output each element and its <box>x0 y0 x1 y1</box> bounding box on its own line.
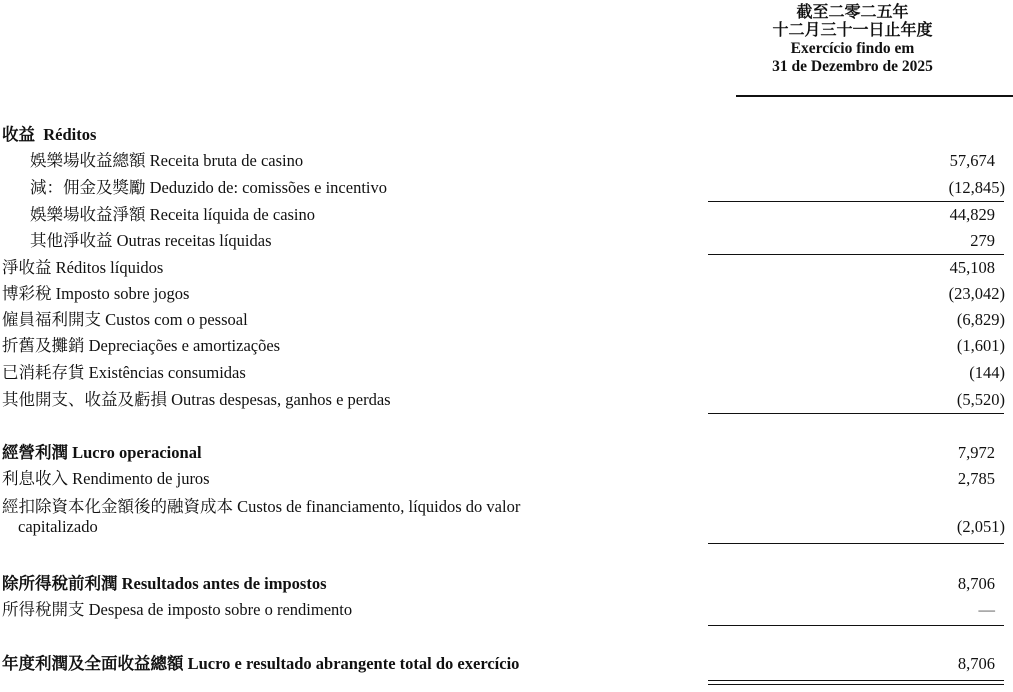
commissions-label: 減：佣金及獎勵 Deduzido de: comissões e incentivo <box>30 178 387 197</box>
other-expenses-label: 其他開支、收益及虧損 Outras despesas, ganhos e perdas <box>2 390 391 409</box>
table-row <box>0 653 1013 677</box>
period-zh-line-1: 截至二零二五年 <box>796 4 909 21</box>
period-pt-line-2: 31 de Dezembro de 2025 <box>772 58 933 75</box>
period-zh-line-2: 十二月三十一日止年度 <box>772 22 933 39</box>
net-revenue-label: 淨收益 Réditos líquidos <box>2 258 164 277</box>
total-double-rule <box>708 680 1004 685</box>
revenue-heading <box>2 124 96 146</box>
total-profit-zh: 年度利潤及全面收益總額 <box>2 654 184 673</box>
operating-profit-pt: Lucro operacional <box>72 443 202 462</box>
table-row <box>0 389 1013 413</box>
finance-costs-value: (2,051) <box>956 517 1005 536</box>
table-row <box>0 442 1013 466</box>
table-row <box>0 496 1013 542</box>
table-row <box>0 599 1013 623</box>
subtotal-rule <box>708 254 1004 255</box>
gross-casino-label: 娛樂場收益總額 Receita bruta de casino <box>30 151 304 170</box>
table-row <box>0 150 1013 174</box>
column-header <box>735 4 970 76</box>
commissions-value: (12,845) <box>948 178 1005 197</box>
finance-costs-label-line-2: capitalizado <box>18 517 98 536</box>
staff-costs-value: (6,829) <box>956 310 1005 329</box>
table-row <box>0 309 1013 333</box>
table-row <box>0 230 1013 254</box>
total-profit-pt: Lucro e resultado abrangente total do exercício <box>187 654 520 673</box>
subtotal-rule <box>708 543 1004 544</box>
table-row <box>0 177 1013 201</box>
pretax-profit-value: 8,706 <box>957 574 995 593</box>
revenue-heading-zh: 收益 <box>2 125 35 144</box>
gaming-tax-value: (23,042) <box>948 284 1005 303</box>
total-profit-label <box>2 653 519 675</box>
depreciation-label: 折舊及攤銷 Depreciações e amortizações <box>2 336 281 355</box>
header-rule <box>736 95 1013 97</box>
interest-income-value: 2,785 <box>957 469 995 488</box>
net-casino-value: 44,829 <box>949 205 995 224</box>
table-row <box>0 468 1013 492</box>
other-expenses-value: (5,520) <box>956 390 1005 409</box>
inventories-label: 已消耗存貨 Existências consumidas <box>2 363 246 382</box>
other-net-value: 279 <box>970 231 995 250</box>
table-row <box>0 573 1013 597</box>
table-row <box>0 362 1013 386</box>
pretax-profit-pt: Resultados antes de impostos <box>121 574 327 593</box>
table-row <box>0 283 1013 307</box>
depreciation-value: (1,601) <box>956 336 1005 355</box>
finance-costs-label-line-1: 經扣除資本化金額後的融資成本 Custos de financiamento, líquidos do valor <box>2 497 521 516</box>
subtotal-rule <box>708 625 1004 626</box>
interest-income-label: 利息收入 Rendimento de juros <box>2 469 210 488</box>
gross-casino-value: 57,674 <box>949 151 995 170</box>
other-net-label: 其他淨收益 Outras receitas líquidas <box>30 231 272 250</box>
inventories-value: (144) <box>969 363 1005 382</box>
operating-profit-zh: 經營利潤 <box>2 443 68 462</box>
subtotal-rule <box>708 201 1004 202</box>
subtotal-rule <box>708 413 1004 414</box>
table-row <box>0 335 1013 359</box>
table-row <box>0 204 1013 228</box>
income-tax-label: 所得稅開支 Despesa de imposto sobre o rendimento <box>2 600 353 619</box>
gaming-tax-label: 博彩稅 Imposto sobre jogos <box>2 284 190 303</box>
period-pt-line-1: Exercício findo em <box>790 40 915 57</box>
table-row <box>0 257 1013 281</box>
pretax-profit-label <box>2 573 327 595</box>
operating-profit-value: 7,972 <box>957 443 995 462</box>
net-revenue-value: 45,108 <box>949 258 995 277</box>
staff-costs-label: 僱員福利開支 Custos com o pessoal <box>2 310 248 329</box>
income-tax-value: — <box>978 600 995 619</box>
revenue-heading-pt: Réditos <box>43 125 97 144</box>
revenue-heading-row <box>0 124 1013 148</box>
pretax-profit-zh: 除所得稅前利潤 <box>2 574 118 593</box>
net-casino-label: 娛樂場收益淨額 Receita líquida de casino <box>30 205 316 224</box>
total-profit-value: 8,706 <box>957 654 995 673</box>
operating-profit-label <box>2 442 202 464</box>
